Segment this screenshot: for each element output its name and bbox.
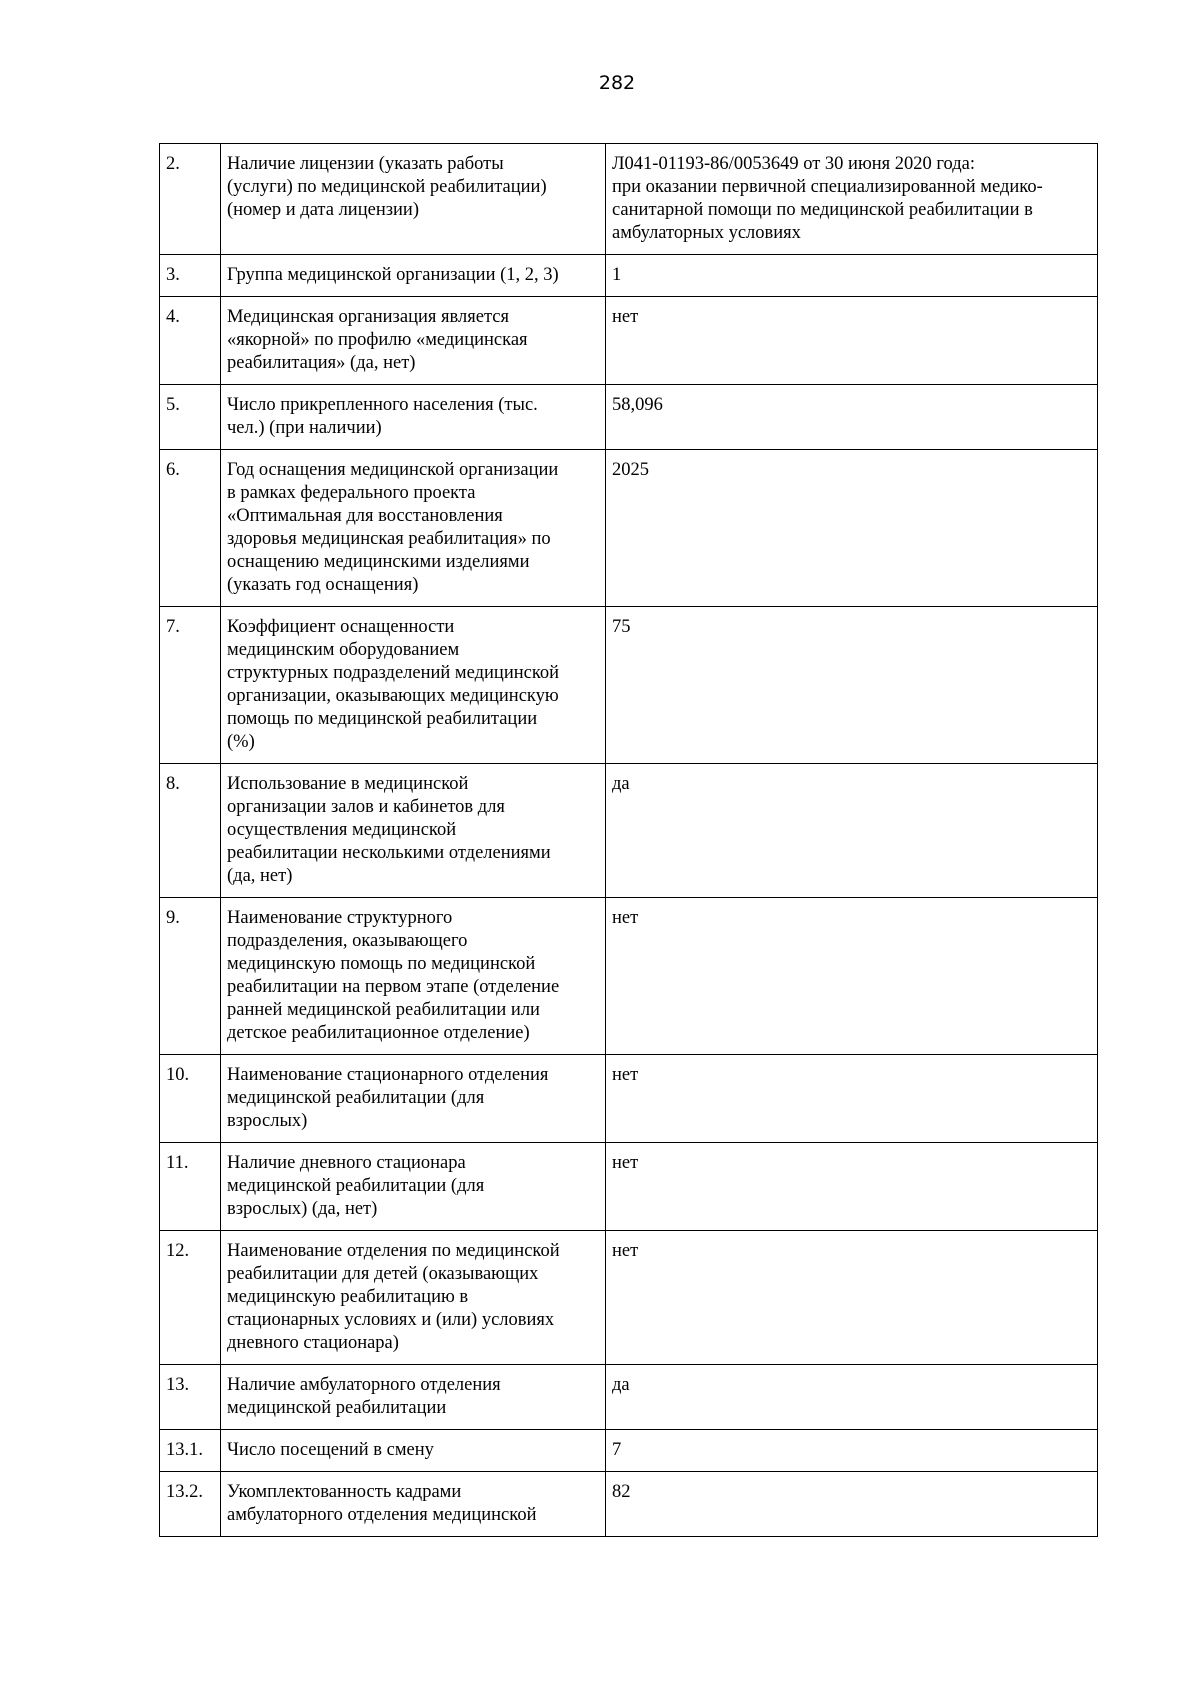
row-label: Число прикрепленного населения (тыс. чел.) (при наличии) [221, 385, 606, 450]
row-label: Год оснащения медицинской организации в рамках федерального проекта «Оптимальная для восстановления здоровья медицинская реабилитация» по оснащению медицинскими изделиями (указать год оснащения) [221, 450, 606, 607]
row-label: Использование в медицинской организации залов и кабинетов для осуществления медицинской реабилитации несколькими отделениями (да, нет) [221, 764, 606, 898]
row-value: да [606, 764, 1098, 898]
row-number: 6. [160, 450, 221, 607]
page-number: 282 [598, 72, 636, 94]
table-row [160, 385, 1098, 450]
row-label: Число посещений в смену [221, 1430, 606, 1472]
info-table [159, 143, 1098, 1537]
table-row [160, 1430, 1098, 1472]
row-number: 3. [160, 255, 221, 297]
table-row [160, 1365, 1098, 1430]
row-label: Группа медицинской организации (1, 2, 3) [221, 255, 606, 297]
row-value: Л041-01193-86/0053649 от 30 июня 2020 года: при оказании первичной специализированной медико- санитарной помощи по медицинской реабилитации в амбулаторных условиях [606, 144, 1098, 255]
table-row [160, 898, 1098, 1055]
row-number: 13.2. [160, 1472, 221, 1537]
table-row [160, 255, 1098, 297]
table-row [160, 1143, 1098, 1231]
table-row [160, 607, 1098, 764]
row-number: 12. [160, 1231, 221, 1365]
row-value: нет [606, 1143, 1098, 1231]
table-row [160, 764, 1098, 898]
row-label: Наличие дневного стационара медицинской реабилитации (для взрослых) (да, нет) [221, 1143, 606, 1231]
row-number: 7. [160, 607, 221, 764]
row-label: Наименование структурного подразделения, оказывающего медицинскую помощь по медицинской реабилитации на первом этапе (отделение ранней медицинской реабилитации или детское реабилитационное отделение) [221, 898, 606, 1055]
row-number: 9. [160, 898, 221, 1055]
table-row [160, 1055, 1098, 1143]
row-value: нет [606, 1231, 1098, 1365]
table-row [160, 1472, 1098, 1537]
row-label: Наименование стационарного отделения медицинской реабилитации (для взрослых) [221, 1055, 606, 1143]
table-row [160, 297, 1098, 385]
row-label: Наименование отделения по медицинской реабилитации для детей (оказывающих медицинскую реабилитацию в стационарных условиях и (или) условиях дневного стационара) [221, 1231, 606, 1365]
row-number: 13. [160, 1365, 221, 1430]
row-number: 11. [160, 1143, 221, 1231]
row-value: 58,096 [606, 385, 1098, 450]
table-row [160, 450, 1098, 607]
row-label: Медицинская организация является «якорной» по профилю «медицинская реабилитация» (да, нет) [221, 297, 606, 385]
row-label: Укомплектованность кадрами амбулаторного отделения медицинской [221, 1472, 606, 1537]
row-number: 8. [160, 764, 221, 898]
row-value: нет [606, 1055, 1098, 1143]
row-value: 2025 [606, 450, 1098, 607]
row-number: 2. [160, 144, 221, 255]
table-row [160, 144, 1098, 255]
row-value: 75 [606, 607, 1098, 764]
row-number: 4. [160, 297, 221, 385]
table-row [160, 1231, 1098, 1365]
row-number: 5. [160, 385, 221, 450]
row-value: нет [606, 297, 1098, 385]
row-number: 13.1. [160, 1430, 221, 1472]
row-value: 82 [606, 1472, 1098, 1537]
row-value: 7 [606, 1430, 1098, 1472]
row-number: 10. [160, 1055, 221, 1143]
row-value: нет [606, 898, 1098, 1055]
row-value: да [606, 1365, 1098, 1430]
row-value: 1 [606, 255, 1098, 297]
row-label: Коэффициент оснащенности медицинским оборудованием структурных подразделений медицинской организации, оказывающих медицинскую помощь по медицинской реабилитации (%) [221, 607, 606, 764]
row-label: Наличие лицензии (указать работы (услуги) по медицинской реабилитации) (номер и дата лицензии) [221, 144, 606, 255]
row-label: Наличие амбулаторного отделения медицинской реабилитации [221, 1365, 606, 1430]
